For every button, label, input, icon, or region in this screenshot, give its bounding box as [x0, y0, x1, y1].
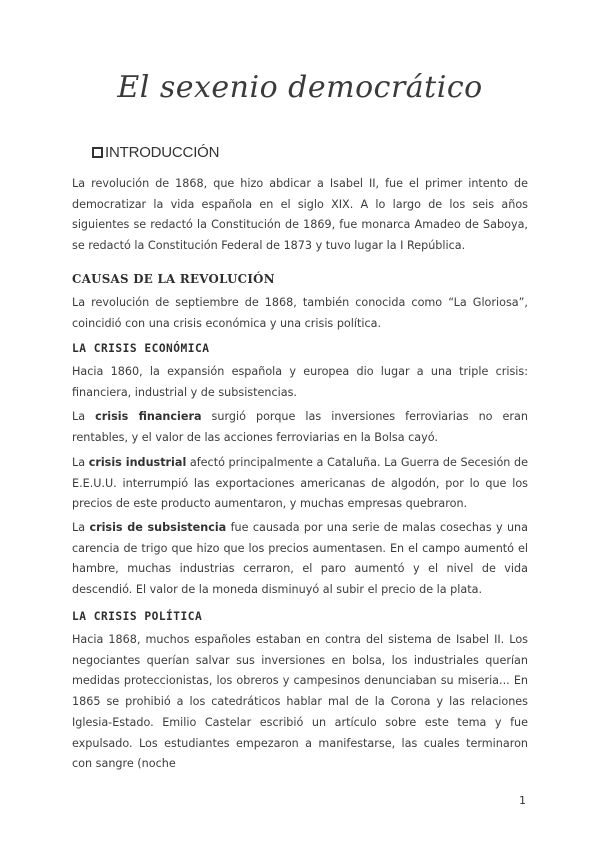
- crisis-politica-paragraph: Hacia 1868, muchos españoles estaban en contra del sistema de Isabel II. Los negociantes querían salvar sus inversiones en bolsa, los industriales querían medidas proteccionistas, los obreros y campesinos denunciaban su miseria... En 1865 se prohibió a los catedráticos hablar mal de la Corona y las relaciones Iglesia-Estado. Emilio Castelar escribió un artículo sobre este tema y fue expulsado. Los estudiantes empezaron a manifestarse, las cuales terminaron con sangre (noche: [72, 633, 528, 771]
- crisis-industrial-prefix: La: [72, 456, 89, 469]
- crisis-financiera-prefix: La: [72, 410, 96, 423]
- intro-heading: [92, 144, 219, 161]
- intro-paragraph: La revolución de 1868, que hizo abdicar a Isabel II, fue el primer intento de democratizar la vida española en el siglo XIX. A lo largo de los seis años siguientes se redactó la Constitución de 1869, fue monarca Amadeo de Saboya, se redactó la Constitución Federal de 1873 y tuvo lugar la I República.: [72, 177, 528, 253]
- crisis-economica-paragraph-1: Hacia 1860, la expansión española y europea dio lugar a una triple crisis: financiera, industrial y de subsistencias.: [72, 365, 528, 399]
- page-title: El sexenio democrático: [117, 70, 483, 105]
- crisis-subsistencia-prefix: La: [72, 521, 90, 534]
- causas-paragraph: La revolución de septiembre de 1868, también conocida como “La Gloriosa”, coincidió con una crisis económica y una crisis política.: [72, 296, 528, 330]
- crisis-financiera-text: surgió porque las inversiones ferroviarias no eran rentables, y el valor de las acciones ferroviarias en la Bolsa cayó.: [72, 410, 528, 444]
- crisis-subsistencia-term: crisis de subsistencia: [89, 521, 227, 534]
- crisis-subsistencia-paragraph: [72, 518, 528, 601]
- crisis-politica-heading: LA CRISIS POLÍTICA: [72, 610, 203, 623]
- crisis-economica-heading: LA CRISIS ECONÓMICA: [72, 342, 210, 355]
- page-number: 1: [519, 794, 526, 807]
- intro-heading-text: INTRODUCCIÓN: [105, 144, 220, 161]
- crisis-financiera-paragraph: [72, 407, 528, 448]
- causas-heading: CAUSAS DE LA REVOLUCIÓN: [72, 272, 275, 286]
- crisis-industrial-text: afectó principalmente a Cataluña. La Guerra de Secesión de E.E.U.U. interrumpió las exportaciones americanas de algodón, por lo que los precios de este producto aumentaron, y muchas empresas quebraron.: [72, 456, 528, 511]
- checkbox-icon: [92, 147, 103, 158]
- crisis-subsistencia-text: fue causada por una serie de malas cosechas y una carencia de trigo que hizo que los precios aumentasen. En el campo aumentó el hambre, muchas industrias cerraron, el paro aumentó y el nivel de vida descendió. El valor de la moneda disminuyó al subir el precio de la plata.: [72, 521, 528, 597]
- crisis-financiera-term: crisis financiera: [95, 410, 202, 423]
- crisis-industrial-paragraph: [72, 453, 528, 515]
- crisis-industrial-term: crisis industrial: [88, 456, 187, 469]
